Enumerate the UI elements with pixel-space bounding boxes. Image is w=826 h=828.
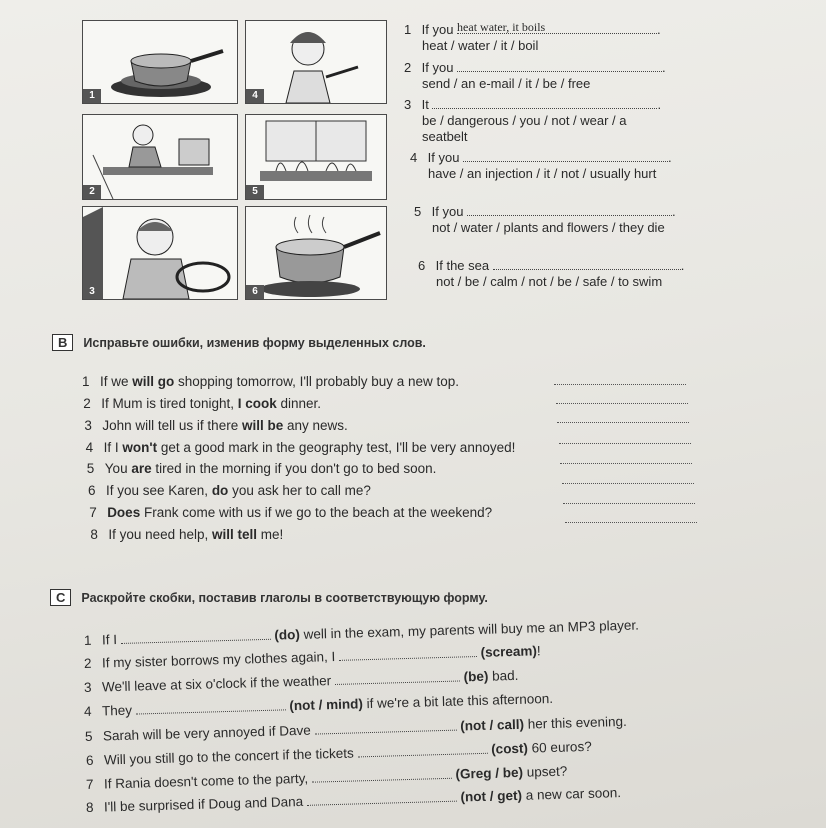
highlighted-words: will be bbox=[241, 418, 284, 433]
item-number: 3 bbox=[83, 679, 92, 695]
sentence-text: John will tell us if there bbox=[102, 418, 242, 433]
section-c-header bbox=[50, 589, 488, 606]
sentence-text: upset? bbox=[522, 763, 568, 780]
item-number: 8 bbox=[90, 527, 98, 542]
picture-panel-4 bbox=[245, 20, 387, 104]
correction-answer-line[interactable] bbox=[562, 482, 694, 484]
sentence-text: Will you still go to the concert if the tickets bbox=[103, 745, 358, 768]
correction-answer-line[interactable] bbox=[560, 462, 692, 464]
section-b-header bbox=[52, 334, 426, 351]
highlighted-words: will go bbox=[132, 374, 175, 389]
item-number: 7 bbox=[89, 505, 97, 520]
verb-answer-gap[interactable] bbox=[335, 671, 460, 685]
dry-plants-illustration bbox=[246, 115, 386, 199]
section-c-item bbox=[84, 643, 541, 672]
section-b-instruction: Исправьте ошибки, изменив форму выделенных слов. bbox=[83, 336, 426, 350]
sentence-text: me! bbox=[256, 527, 284, 542]
section-b-item bbox=[83, 396, 321, 412]
exercise-a-5: 5 If you . not / water / plants and flowers / they die bbox=[414, 204, 676, 235]
verb-answer-gap[interactable] bbox=[307, 791, 457, 806]
highlighted-words: are bbox=[131, 461, 152, 476]
verb-prompt: (not / call) bbox=[456, 716, 525, 734]
woman-pointing-illustration bbox=[246, 21, 386, 103]
sentence-text: If I bbox=[103, 440, 123, 455]
man-at-computer-illustration bbox=[83, 115, 237, 199]
panel-number: 4 bbox=[246, 89, 264, 103]
highlighted-words: I cook bbox=[237, 396, 277, 411]
verb-answer-gap[interactable] bbox=[339, 646, 477, 661]
answer-field[interactable] bbox=[432, 97, 657, 109]
pot-on-stove-illustration bbox=[83, 21, 237, 103]
sentence-text: If we bbox=[100, 374, 133, 389]
item-number: 5 bbox=[86, 461, 95, 476]
picture-panel-5 bbox=[245, 114, 387, 200]
sentence-text: ! bbox=[536, 643, 541, 659]
sentence-text: dinner. bbox=[276, 396, 322, 411]
sentence-text: Sarah will be very annoyed if Dave bbox=[102, 722, 315, 744]
sentence-text: If Rania doesn't come to the party, bbox=[103, 770, 313, 792]
sentence-text: well in the exam, my parents will buy me an MP3 player. bbox=[299, 617, 640, 642]
item-number: 1 bbox=[83, 632, 92, 648]
sentence-text: They bbox=[101, 702, 136, 719]
panel-number: 1 bbox=[83, 89, 101, 103]
item-number: 5 bbox=[84, 728, 93, 744]
sentence-text: We'll leave at six o'clock if the weather bbox=[101, 672, 336, 695]
exercise-a-1: 1 If you heat water, it boils . heat / water / it / boil bbox=[404, 20, 661, 53]
section-b-item bbox=[87, 461, 437, 477]
picture-panel-1 bbox=[82, 20, 238, 104]
sentence-text: any news. bbox=[283, 418, 348, 433]
highlighted-words: won't bbox=[122, 440, 158, 455]
verb-answer-gap[interactable] bbox=[312, 768, 452, 783]
sentence-text: If my sister borrows my clothes again, I bbox=[101, 648, 340, 671]
verb-prompt: (scream) bbox=[476, 643, 538, 661]
exercise-a-4: 4 If you . have / an injection / it / not / usually hurt bbox=[410, 150, 672, 181]
correction-answer-line[interactable] bbox=[559, 442, 691, 444]
section-c-instruction: Раскройте скобки, поставив глаголы в соответствующую форму. bbox=[81, 591, 488, 605]
item-number: 4 bbox=[85, 440, 94, 455]
exercise-a-6: 6 If the sea . not / be / calm / not / be / safe / to swim bbox=[418, 258, 685, 289]
verb-prompt: (Greg / be) bbox=[451, 764, 524, 782]
verb-prompt: (not / mind) bbox=[285, 696, 364, 714]
panel-number: 2 bbox=[83, 185, 101, 199]
answer-field[interactable]: heat water, it boils bbox=[457, 22, 657, 34]
highlighted-words: do bbox=[211, 483, 229, 498]
correction-answer-line[interactable] bbox=[563, 502, 695, 504]
sentence-text: you ask her to call me? bbox=[228, 483, 371, 498]
panel-number: 5 bbox=[246, 185, 264, 199]
verb-prompt: (do) bbox=[270, 626, 301, 643]
boiling-pot-illustration bbox=[246, 207, 386, 299]
section-b-item bbox=[82, 374, 459, 390]
item-number: 6 bbox=[85, 752, 94, 768]
sentence-text: tired in the morning if you don't go to bed soon. bbox=[151, 461, 437, 476]
highlighted-words: will tell bbox=[211, 527, 257, 542]
sentence-text: If you see Karen, bbox=[106, 483, 212, 498]
answer-field[interactable] bbox=[493, 258, 681, 270]
sentence-text: Frank come with us if we go to the beach at the weekend? bbox=[140, 505, 493, 520]
sentence-text: her this evening. bbox=[523, 713, 627, 732]
verb-answer-gap[interactable] bbox=[357, 743, 487, 758]
sentence-text: If Mum is tired tonight, bbox=[101, 396, 238, 411]
sentence-text: If I bbox=[101, 631, 121, 648]
section-b-item bbox=[86, 440, 516, 456]
exercise-a-3: 3 It . be / dangerous / you / not / wear / a seatbelt bbox=[404, 97, 662, 144]
correction-answer-line[interactable] bbox=[557, 421, 689, 423]
sentence-text: 60 euros? bbox=[527, 738, 592, 756]
picture-panel-6 bbox=[245, 206, 387, 300]
sentence-text: get a good mark in the geography test, I'll be very annoyed! bbox=[157, 440, 516, 455]
item-number: 6 bbox=[88, 483, 96, 498]
picture-panel-3 bbox=[82, 206, 238, 300]
item-number: 2 bbox=[83, 655, 92, 671]
panel-number: 6 bbox=[246, 285, 264, 299]
answer-field[interactable] bbox=[467, 204, 672, 216]
section-b-item bbox=[84, 418, 347, 434]
sentence-text: if we're a bit late this afternoon. bbox=[362, 690, 554, 712]
correction-answer-line[interactable] bbox=[556, 402, 688, 404]
section-b-item bbox=[90, 527, 283, 543]
item-number: 1 bbox=[82, 374, 90, 389]
item-number: 2 bbox=[83, 396, 91, 411]
highlighted-words: Does bbox=[107, 505, 141, 520]
sentence-text: I'll be surprised if Doug and Dana bbox=[103, 793, 308, 815]
correction-answer-line[interactable] bbox=[565, 521, 697, 523]
answer-field[interactable] bbox=[457, 60, 662, 72]
panel-number: 3 bbox=[83, 285, 101, 299]
sentence-text: If you need help, bbox=[108, 527, 212, 542]
sentence-text: You bbox=[104, 461, 132, 476]
answer-field[interactable] bbox=[463, 150, 668, 162]
driver-seatbelt-illustration bbox=[83, 207, 237, 299]
sentence-text: a new car soon. bbox=[521, 785, 622, 803]
verb-prompt: (not / get) bbox=[456, 787, 523, 805]
item-number: 7 bbox=[85, 776, 94, 792]
section-c-item bbox=[84, 668, 519, 696]
verb-prompt: (cost) bbox=[487, 740, 529, 757]
section-c-item bbox=[84, 691, 553, 720]
correction-answer-line[interactable] bbox=[554, 383, 686, 385]
picture-panel-2 bbox=[82, 114, 238, 200]
sentence-text: shopping tomorrow, I'll probably buy a new top. bbox=[174, 374, 460, 389]
item-number: 3 bbox=[84, 418, 92, 433]
sentence-text: bad. bbox=[488, 667, 519, 684]
section-c-letter: C bbox=[50, 589, 71, 606]
exercise-a-2: 2 If you . send / an e-mail / it / be / free bbox=[404, 60, 666, 91]
section-c-item bbox=[84, 618, 639, 649]
item-number: 8 bbox=[85, 799, 94, 815]
verb-answer-gap[interactable] bbox=[314, 720, 456, 735]
verb-prompt: (be) bbox=[459, 668, 489, 685]
section-b-item bbox=[89, 505, 492, 521]
item-number: 4 bbox=[83, 703, 92, 719]
verb-answer-gap[interactable] bbox=[121, 629, 271, 644]
verb-answer-gap[interactable] bbox=[136, 699, 286, 714]
section-b-item bbox=[88, 483, 371, 499]
section-b-letter: B bbox=[52, 334, 73, 351]
